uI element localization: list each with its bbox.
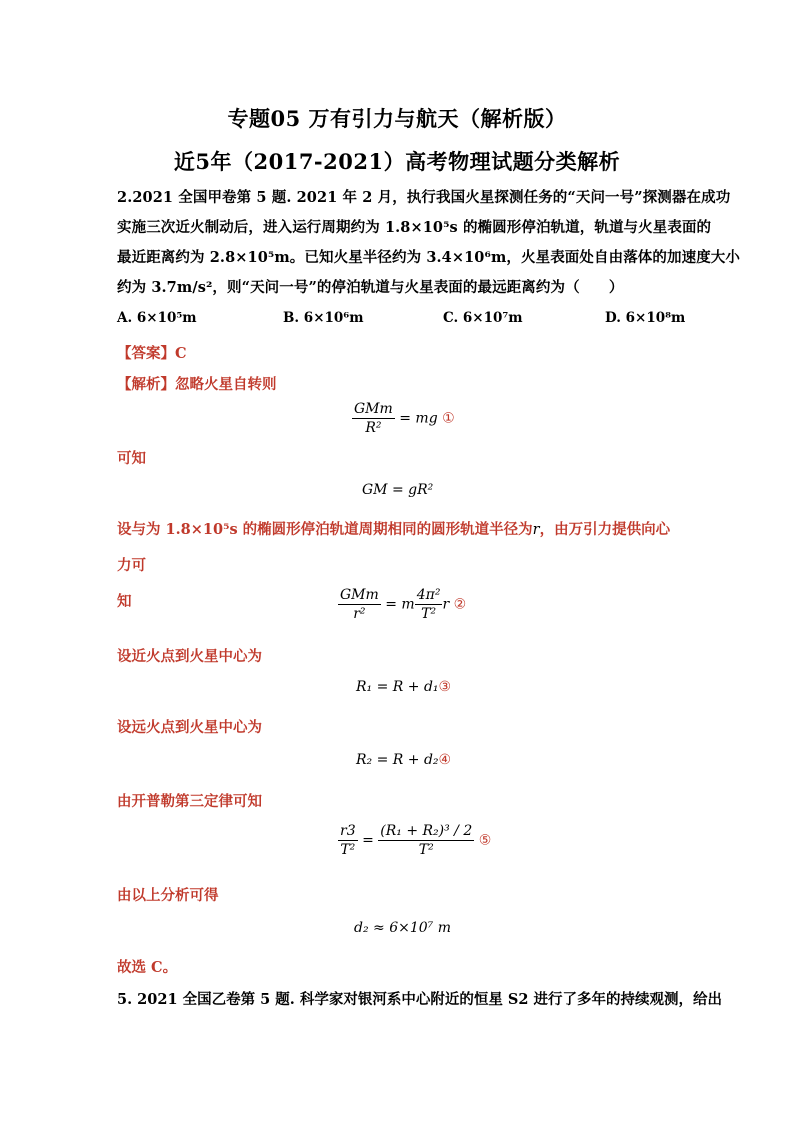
step-text: 可知 bbox=[117, 450, 146, 467]
analysis-text: 忽略火星自转则 bbox=[175, 376, 277, 393]
equation-1 bbox=[352, 400, 455, 437]
step-text: 知 bbox=[117, 593, 132, 610]
step-text: ，由万引力提供向心力可 bbox=[117, 521, 671, 574]
question-line: 实施三次近火制动后，进入运行周期约为 1.8×10⁵s 的椭圆形停泊轨道，轨道与火星表面的 bbox=[117, 219, 712, 236]
eq-denominator: r² bbox=[353, 606, 366, 622]
eq-numerator: GMm bbox=[340, 587, 379, 603]
equation-4 bbox=[356, 679, 451, 695]
answer-label: 【答案】C bbox=[117, 345, 187, 362]
eq-rhs: = mg bbox=[399, 410, 438, 427]
variable-r: r bbox=[532, 522, 540, 538]
equation-7: d₂ ≈ 6×10⁷ m bbox=[354, 920, 451, 936]
option-d: D. 6×10⁸m bbox=[605, 310, 686, 326]
option-c: C. 6×10⁷m bbox=[443, 310, 523, 326]
eq-body: R₁ = R + d₁ bbox=[356, 679, 439, 695]
option-b: B. 6×10⁶m bbox=[283, 310, 364, 326]
question-2-line: 5. 2021 全国乙卷第 5 题. 科学家对银河系中心附近的恒星 S2 进行了多年的持续观测，给出 bbox=[117, 991, 723, 1008]
eq-mark: ② bbox=[453, 596, 467, 613]
question-line: 约为 3.7m/s²，则“天问一号”的停泊轨道与火星表面的最远距离约为（ ） bbox=[117, 279, 624, 296]
step-text: 设近火点到火星中心为 bbox=[117, 648, 262, 665]
eq-mark: ⑤ bbox=[478, 832, 492, 849]
eq-mark: ③ bbox=[438, 679, 452, 695]
page-title: 专题05 万有引力与航天（解析版） bbox=[227, 106, 567, 131]
question-line: 2.2021 全国甲卷第 5 题. 2021 年 2 月，执行我国火星探测任务的“天问一号”探测器在成功 bbox=[117, 189, 731, 206]
equation-2: GM = gR² bbox=[362, 482, 434, 498]
step-text: 设与为 1.8×10⁵s 的椭圆形停泊轨道周期相同的圆形轨道半径为 bbox=[117, 521, 533, 538]
eq-denominator: R² bbox=[365, 420, 382, 436]
eq-mark: ④ bbox=[438, 752, 452, 768]
eq-numerator: GMm bbox=[354, 401, 393, 417]
page-subtitle: 近5年（2017-2021）高考物理试题分类解析 bbox=[173, 149, 621, 174]
eq-rhs-pre: = m bbox=[385, 596, 415, 613]
eq-numerator: (R₁ + R₂)³ / 2 bbox=[380, 823, 473, 839]
eq-rhs-post: r bbox=[442, 596, 450, 613]
step-text: 由以上分析可得 bbox=[117, 887, 219, 904]
eq-denominator: T² bbox=[421, 606, 437, 622]
step-text: 设远火点到火星中心为 bbox=[117, 719, 262, 736]
eq-body: R₂ = R + d₂ bbox=[356, 752, 439, 768]
eq-mark: ① bbox=[442, 410, 455, 427]
equation-3 bbox=[338, 586, 466, 623]
analysis-label: 【解析】 bbox=[117, 376, 175, 393]
step-text: 故选 C。 bbox=[117, 959, 178, 976]
eq-numerator: 4π² bbox=[416, 587, 441, 603]
question-line: 最近距离约为 2.8×10⁵m。已知火星半径约为 3.4×10⁶m，火星表面处自由落体的加速度大小 bbox=[117, 249, 740, 266]
eq-numerator: r3 bbox=[340, 823, 356, 839]
option-a: A. 6×10⁵m bbox=[117, 310, 197, 326]
question-1 bbox=[117, 183, 740, 303]
eq-denominator: T² bbox=[418, 842, 434, 858]
equation-5 bbox=[356, 752, 451, 768]
equation-6: $\frac{r3}{\text{T²}}$ = $\frac{\text{(R₁ + R₂)³ / 2}}{\text{T²}}$ ⑤ bbox=[340, 823, 492, 858]
analysis-line bbox=[117, 373, 277, 394]
options bbox=[117, 310, 686, 334]
step-text: 由开普勒第三定律可知 bbox=[117, 793, 262, 810]
eq-denominator: T² bbox=[340, 842, 356, 858]
